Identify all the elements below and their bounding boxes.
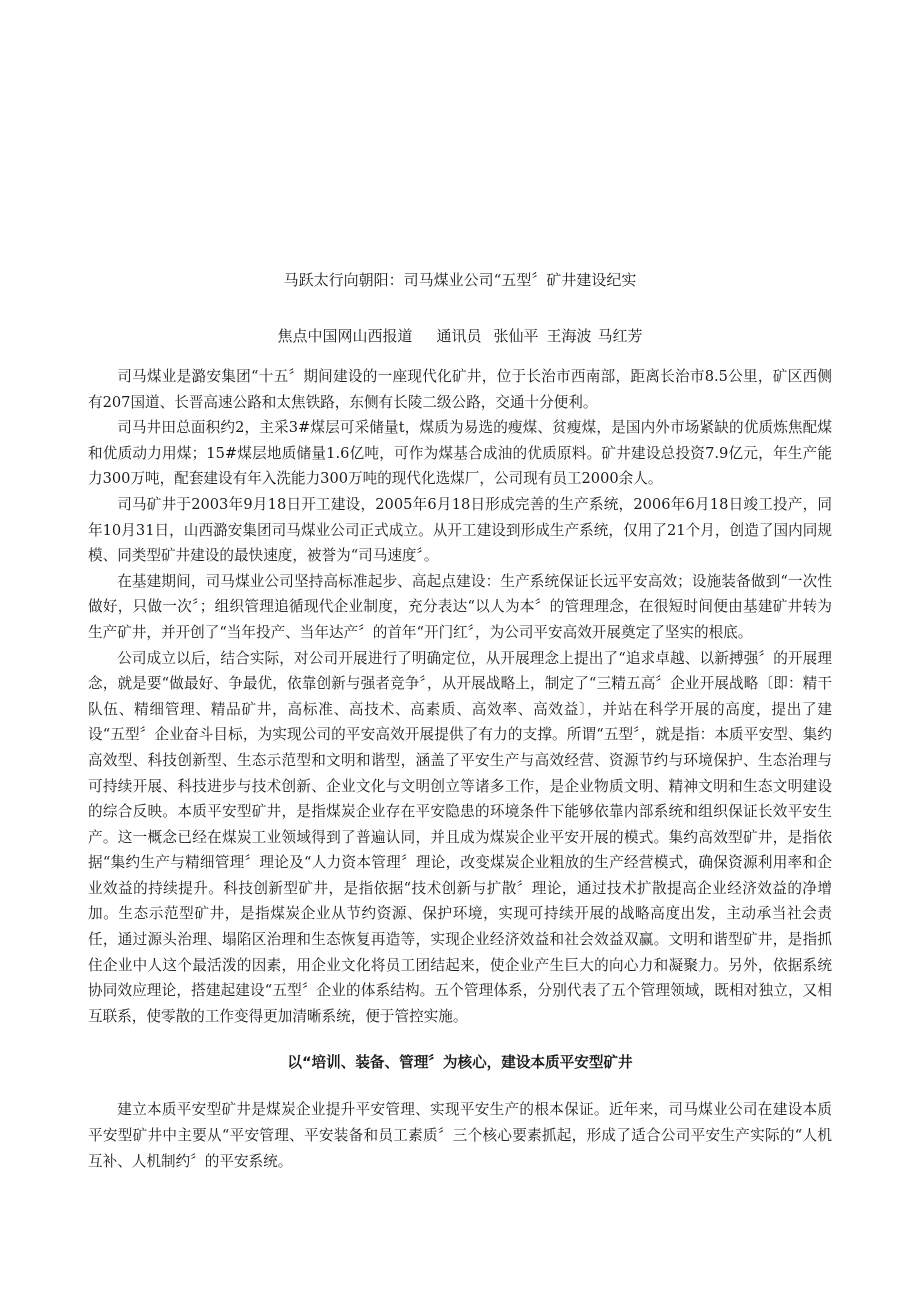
body-paragraph: 在基建期间，司马煤业公司坚持高标准起步、高起点建设：生产系统保证长远平安高效；设施装备做到“一次性做好，只做一次〞；组织管理追循现代企业制度，充分表达“以人为本〞的管理理念，在很短时间便由基建矿井转为生产矿井，并开创了“当年投产、当年达产〞的首年“开门红〞，为公司平安高效开展奠定了坚实的根底。	[88, 572, 832, 641]
byline-source: 焦点中国网山西报道	[277, 327, 413, 345]
section-paragraph: 建立本质平安型矿井是煤炭企业提升平安管理、实现平安生产的根本保证。近年来，司马煤业公司在建设本质平安型矿井中主要从“平安管理、平安装备和员工素质〞三个核心要素抓起，形成了适合公司平安生产实际的“人机互补、人机制约〞的平安系统。	[88, 1101, 832, 1170]
byline-author: 王海波	[546, 327, 592, 345]
document-title: 马跃太行向朝阳：司马煤业公司“五型〞矿井建设纪实	[283, 271, 637, 289]
byline-role: 通讯员	[436, 327, 482, 345]
body-paragraph: 司马煤业是潞安集团“十五〞期间建设的一座现代化矿井，位于长治市西南部，距离长治市8.5公里，矿区西侧有207国道、长晋高速公路和太焦铁路，东侧有长陵二级公路，交通十分便利。	[88, 368, 832, 411]
byline-author: 马红芳	[597, 327, 643, 345]
byline-author: 张仙平	[493, 327, 539, 345]
section-heading: 以“培训、装备、管理〞为核心，建设本质平安型矿井	[287, 1054, 633, 1072]
byline	[88, 324, 832, 348]
body-paragraph: 公司成立以后，结合实际，对公司开展进行了明确定位，从开展理念上提出了“追求卓越、以新搏强〞的开展理念，就是要“做最好、争最优，依靠创新与强者竞争〞，从开展战略上，制定了“三精五高〞企业开展战略〔即：精干队伍、精细管理、精品矿井，高标准、高技术、高素质、高效率、高效益〕，并站在科学开展的高度，提出了建设“五型〞企业奋斗目标，为实现公司的平安高效开展提供了有力的支撑。所谓“五型〞，就是指：本质平安型、集约高效型、科技创新型、生态示范型和文明和谐型，涵盖了平安生产与高效经营、资源节约与环境保护、生态治理与可持续开展、科技进步与技术创新、企业文化与文明创立等诸多工作，是企业物质文明、精神文明和生态文明建设的综合反映。本质平安型矿井，是指煤炭企业存在平安隐患的环境条件下能够依靠内部系统和组织保证长效平安生产。这一概念已经在煤炭工业领域得到了普遍认同，并且成为煤炭企业平安开展的模式。集约高效型矿井，是指依据“集约生产与精细管理〞理论及“人力资本管理〞理论，改变煤炭企业粗放的生产经营模式，确保资源利用率和企业效益的持续提升。科技创新型矿井，是指依据“技术创新与扩散〞理论，通过技术扩散提高企业经济效益的净增加。生态示范型矿井，是指煤炭企业从节约资源、保护环境，实现可持续开展的战略高度出发，主动承当社会责任，通过源头治理、塌陷区治理和生态恢复再造等，实现企业经济效益和社会效益双赢。文明和谐型矿井，是指抓住企业中人这个最活泼的因素，用企业文化将员工团结起来，使企业产生巨大的向心力和凝聚力。另外，依据系统协同效应理论，搭建起建设“五型〞企业的体系结构。五个管理体系，分别代表了五个管理领域，既相对独立，又相互联系，使零散的工作变得更加清晰系统，便于管控实施。	[88, 649, 832, 1025]
document-page	[88, 268, 832, 1174]
body-paragraph: 司马井田总面积约2，主采3#煤层可采储量t，煤质为易选的瘦煤、贫瘦煤，是国内外市场紧缺的优质炼焦配煤和优质动力用煤；15#煤层地质储量1.6亿吨，可作为煤基合成油的优质原料。矿井建设总投资7.9亿元，年生产能力300万吨，配套建设有年入洗能力300万吨的现代化选煤厂，公司现有员工2000余人。	[88, 419, 832, 488]
body-paragraph: 司马矿井于2003年9月18日开工建设，2005年6月18日形成完善的生产系统，2006年6月18日竣工投产，同年10月31日，山西潞安集团司马煤业公司正式成立。从开工建设到形成生产系统，仅用了21个月，创造了国内同规模、同类型矿井建设的最快速度，被誉为“司马速度〞。	[88, 495, 832, 565]
